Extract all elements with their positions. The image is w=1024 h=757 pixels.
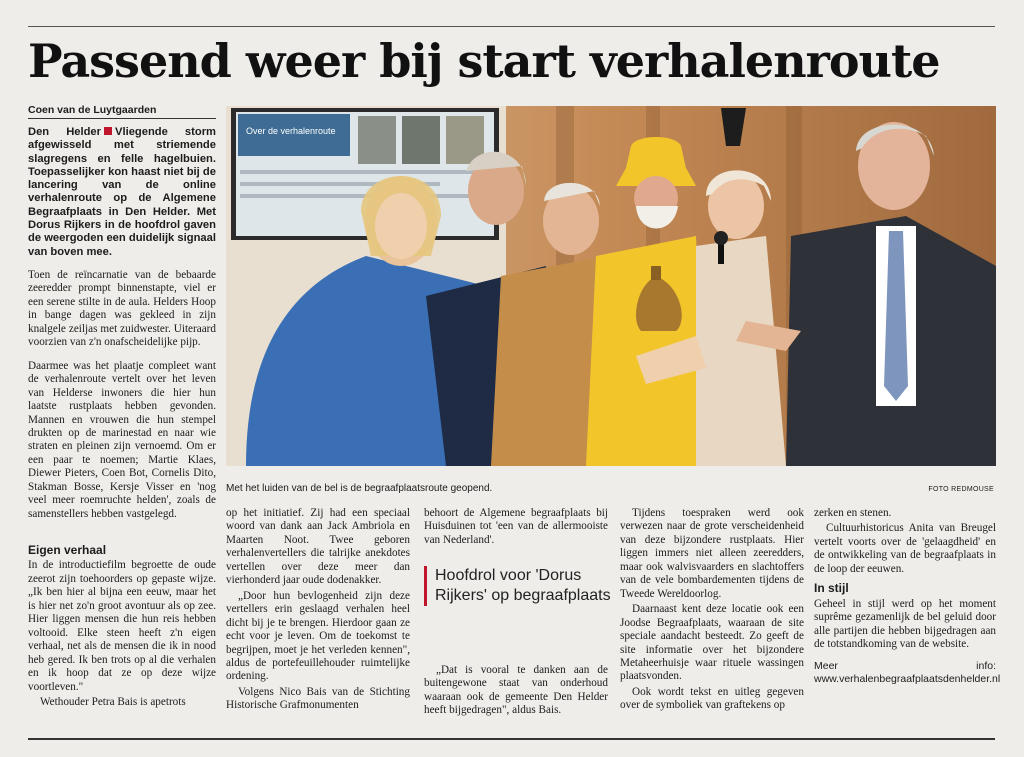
body-paragraph: „Door hun bevlogenheid zijn deze vertellers erin geslaagd verhalen heel dicht bij je te brengen. Hierdoor gaan ze echt voor je leven. Om de toekomst te begrijpen, moet je het verleden kennen", aldus de portefeuillehouder ruimtelijke ordening. (226, 589, 410, 683)
more-info-line: Meer info: www.verhalenbegraafplaatsdenhelder.nl (814, 659, 1001, 685)
top-rule (28, 26, 995, 27)
photo-credit: FOTO REDMOUSE (928, 486, 994, 493)
subheading-eigen-verhaal: Eigen verhaal (28, 543, 107, 557)
article-column-3-lower (424, 664, 608, 728)
body-paragraph: In de introductiefilm begroette de oude zeerot zijn toehoorders op gepaste wijze. „Ik ben hier al bijna een eeuw, maar het is hier net zo'n groot avontuur als op zee. Hier liggen mensen die hun reis hebben voltooid. Elke steen heeft z'n eigen verhaal, net als de mensen die ik in nood heb gered. Ik ben trots op al die verhalen en ik hoop dat ze op deze wijze voortleven." (28, 559, 216, 693)
intro-text: Vliegende storm afgewisseld met striemende slagregens en felle hagelbuien. Toepasselijker kon haast niet bij de lancering van de online verhalenroute op de Algemene Begraafplaats in Den Helder. Met Dorus Rijkers in de hoofdrol gaven de weergoden een duidelijk signaal van boven mee. (28, 126, 216, 258)
subheading-in-stijl: In stijl (814, 581, 849, 596)
article-column-4 (620, 507, 804, 723)
body-paragraph: Toen de reïncarnatie van de bebaarde zeeredder prompt binnenstapte, viel er een serene stilte in de aula. Helders Hoop in bange dagen was gekleed in zijn knalgele zeiljas met zuidwester. Uiteraard voorzien van z'n onafscheidelijke pijp. (28, 268, 216, 349)
body-paragraph: Daarnaast kent deze locatie ook een Joodse Begraafplaats, waaraan de site speciale aandacht besteedt. Zo geeft de site informatie over het bijzondere Metaheerhuisje waar rituele wassingen plaatsvonden. (620, 603, 804, 683)
body-paragraph: behoort de Algemene begraafplaats bij Huisduinen tot 'een van de allermooiste van Nederland'. (424, 507, 608, 546)
article-column-3 (424, 507, 608, 557)
article-column-1-lower (28, 540, 216, 719)
body-paragraph: Ook wordt tekst en uitleg gegeven over de symboliek van graftekens op (620, 685, 804, 712)
body-paragraph: Geheel in stijl werd op het moment suprême gezamenlijk de bel geluid door alle partijen die hebben bijgedragen aan de totstandkoming van de website. (814, 597, 996, 651)
photo-caption: Met het luiden van de bel is de begraafplaatsroute geopend. (226, 483, 493, 494)
body-paragraph: Wethouder Petra Bais is apetrots (40, 695, 186, 708)
intro-paragraph (28, 126, 216, 259)
dateline: Den Helder (28, 126, 102, 138)
byline: Coen van de Luytgaarden (28, 104, 216, 119)
dateline-marker (104, 127, 112, 135)
body-paragraph: Volgens Nico Bais van de Stichting Historische Grafmonumenten (226, 685, 410, 712)
article-photo (226, 106, 996, 466)
article-headline: Passend weer bij start verhalenroute (28, 34, 940, 88)
body-paragraph: Cultuurhistoricus Anita van Breugel vertelt voorts over de 'gelaagdheid' en de ontwikkeling van de begraafplaats in de loop der eeuwen. (814, 522, 996, 575)
article-column-2 (226, 507, 410, 723)
body-paragraph: Daarmee was het plaatje compleet want de verhalenroute vertelt over het leven van Helderse inwoners die hier hun laatste rustplaats hebben gevonden. Mannen en vrouwen die hun stempel drukten op de marinestad en naar wie straten en pleinen zijn vernoemd. Om er een paar te noemen; Martie Klaes, Diewer Pieters, Coen Bot, Cornelis Dito, Stakman Bosse, Kersje Visser en 'nog veel meer roemruchte helden', zoals de samenstellers hebben vastgelegd. (28, 359, 216, 520)
body-paragraph: zerken en stenen. (814, 507, 892, 519)
body-paragraph: „Dat is vooral te danken aan de buitengewone staat van onderhoud waaraan ook de gemeente Den Helder heeft bijgedragen", aldus Bais. (424, 664, 608, 717)
article-column-5 (814, 507, 1001, 696)
pull-quote: Hoofdrol voor 'Dorus Rijkers' op begraafplaats (424, 566, 611, 606)
bottom-rule (28, 738, 995, 740)
body-paragraph: op het initiatief. Zij had een speciaal woord van dank aan Jack Ambriola en Maarten Noot. Twee geboren verhalenvertellers die talrijke anekdotes vertellen over deze meer dan vierhonderd jaar oude dodenakker. (226, 507, 410, 587)
screen-title: Over de verhalenroute (246, 126, 336, 136)
photo-illustration (226, 106, 996, 466)
article-column-1 (28, 126, 216, 531)
body-paragraph: Tijdens toespraken werd ook verwezen naar de grote verscheidenheid van deze bijzondere rustplaats. Hier liggen immers niet alleen zeeredders, maar ook walvisvaarders en slachtoffers van de vele bombardementen tijdens de Tweede Wereldoorlog. (620, 507, 804, 600)
